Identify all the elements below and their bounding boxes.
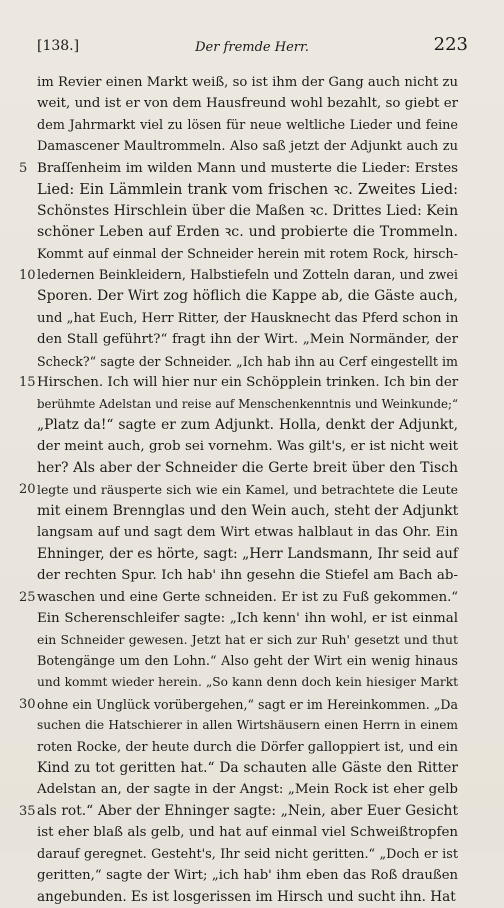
text-line [37,672,458,693]
line-text: als rot.“ Aber der Ehninger sagte: „Nein, aber Euer Gesicht [37,802,458,819]
line-text: langsam auf und sagt dem Wirt etwas halblaut in das Ohr. Ein [37,525,458,541]
line-number: 35 [19,803,36,819]
text-line [37,715,458,736]
line-text: und „hat Euch, Herr Ritter, der Hausknecht das Pferd schon in [37,310,459,326]
text-line [19,587,458,608]
text-line [37,93,458,114]
text-line [37,822,458,843]
line-number: 20 [19,482,36,498]
line-text: angebunden. Es ist losgerissen im Hirsch und sucht ihn. Hat [37,888,456,905]
line-text: ist eher blaß als gelb, und hat auf einmal viel Schweißtropfen [37,825,458,841]
text-line [37,329,458,350]
line-text: den Stall geführt?“ fragt ihn der Wirt. „Mein Normänder, der [37,332,458,348]
line-text: berühmte Adelstan und reise auf Menschenkenntnis und Weinkunde;“ [37,396,458,411]
line-text: Kommt auf einmal der Schneider herein mit rotem Rock, hirsch- [37,246,458,262]
line-text: ledernen Beinkleidern, Halbstiefeln und Zotteln daran, und zwei [37,267,458,283]
text-line [37,565,458,586]
line-text: legte und räusperte sich wie ein Kamel, und betrachtete die Leute [37,482,458,498]
line-text: Sporen. Der Wirt zog höflich die Kappe ab, die Gäste auch, [37,288,458,305]
text-line [37,737,458,758]
line-text: waschen und eine Gerte schneiden. Er ist zu Fuß gekommen.“ [37,589,458,605]
line-text: ohne ein Unglück vorübergehen,“ sagt er im Hereinkommen. „Da [37,696,458,712]
page-number: 223 [433,34,468,55]
text-line [37,629,458,650]
line-text: Schönstes Hirschlein über die Maßen ꝛc. Drittes Lied: Kein [37,202,459,219]
section-marker: [138.] [37,38,80,54]
line-text: Ein Scherenschleifer sagte: „Ich kenn' ihn wohl, er ist einmal [37,610,458,626]
text-line [37,115,458,136]
line-text: geritten,“ sagte der Wirt; „ich hab' ihm eben das Roß draußen [37,868,458,884]
text-line [19,265,458,286]
line-text: Botengänge um den Lohn.“ Also geht der Wirt ein wenig hinaus [37,653,458,669]
line-text: Hirschen. Ich will hier nur ein Schöpplein trinken. Ich bin der [37,375,459,391]
text-line [37,72,458,93]
text-line [19,372,459,393]
text-line [19,479,458,500]
text-line [37,394,458,415]
text-line [37,865,458,886]
text-line [37,136,458,157]
line-text: der meint auch, grob sei vornehm. Was gilt's, er ist nicht weit [37,439,458,455]
line-text: roten Rocke, der heute durch die Dörfer galloppiert ist, und ein [37,739,458,755]
text-line [19,694,458,715]
line-text: ein Schneider gewesen. Jetzt hat er sich zur Ruh' gesetzt und thut [37,632,458,648]
line-text: weit, und ist er von dem Hausfreund wohl bezahlt, so giebt er [37,96,459,112]
line-number: 10 [19,267,36,283]
text-line [37,501,458,522]
line-number: 30 [19,696,36,712]
line-text: mit einem Brennglas und den Wein auch, steht der Adjunkt [37,502,459,519]
line-text: Ehninger, der es hörte, sagt: „Herr Landsmann, Ihr seid auf [37,545,458,562]
text-line [37,286,458,307]
text-line [37,651,458,672]
line-text: her? Als aber der Schneider die Gerte breit über den Tisch [37,459,458,476]
text-line [19,801,458,822]
text-line [37,887,458,908]
line-number: 25 [19,589,36,605]
line-text: dem Jahrmarkt viel zu lösen für neue weltliche Lieder und feine [37,117,458,133]
line-text: „Platz da!“ sagte er zum Adjunkt. Holla, denkt der Adjunkt, [37,417,458,433]
text-line [37,222,458,243]
text-line [37,608,458,629]
line-text: und kommt wieder herein. „So kann denn doch kein hiesiger Markt [37,675,458,690]
line-text: darauf geregnet. Gesteht's, Ihr seid nicht geritten.“ „Doch er ist [37,846,458,862]
text-line [37,415,458,436]
text-line [37,201,458,222]
line-text: der rechten Spur. Ich hab' ihn gesehn die Stiefel am Bach ab- [37,568,458,584]
text-line [37,458,458,479]
line-text: Braſſenheim im wilden Mann und musterte die Lieder: Erstes [37,160,458,176]
running-header [0,30,504,60]
text-line [37,436,458,457]
text-line [37,779,458,800]
line-text: im Revier einen Markt weiß, so ist ihm der Gang auch nicht zu [37,75,458,90]
line-text: Kind zu tot geritten hat.“ Da schauten alle Gäste den Ritter [37,760,458,776]
line-text: Adelstan an, der sagte in der Angst: „Mein Rock ist eher gelb [37,782,458,798]
line-text: schöner Leben auf Erden ꝛc. und probierte die Trommeln. [37,224,458,241]
line-text: Scheck?“ sagte der Schneider. „Ich hab ihn au Cerf eingestellt im [37,353,458,369]
text-line [37,544,458,565]
body-text [19,72,459,908]
line-number: 15 [19,375,36,391]
line-text: suchen die Hatschierer in allen Wirtshäusern einen Herrn in einem [37,718,458,733]
text-line [37,522,458,543]
line-number: 5 [19,160,28,176]
text-line [19,158,458,179]
text-line [37,179,458,200]
line-text: Damascener Maultrommeln. Also saß jetzt der Adjunkt auch zu [37,139,458,155]
running-title: Der fremde Herr. [195,40,309,55]
line-text: Lied: Ein Lämmlein trank vom frischen ꝛc. Zweites Lied: [37,181,458,199]
text-line [37,351,458,372]
text-line [37,308,458,329]
text-line [37,244,458,265]
text-line [37,758,458,779]
text-line [37,844,458,865]
